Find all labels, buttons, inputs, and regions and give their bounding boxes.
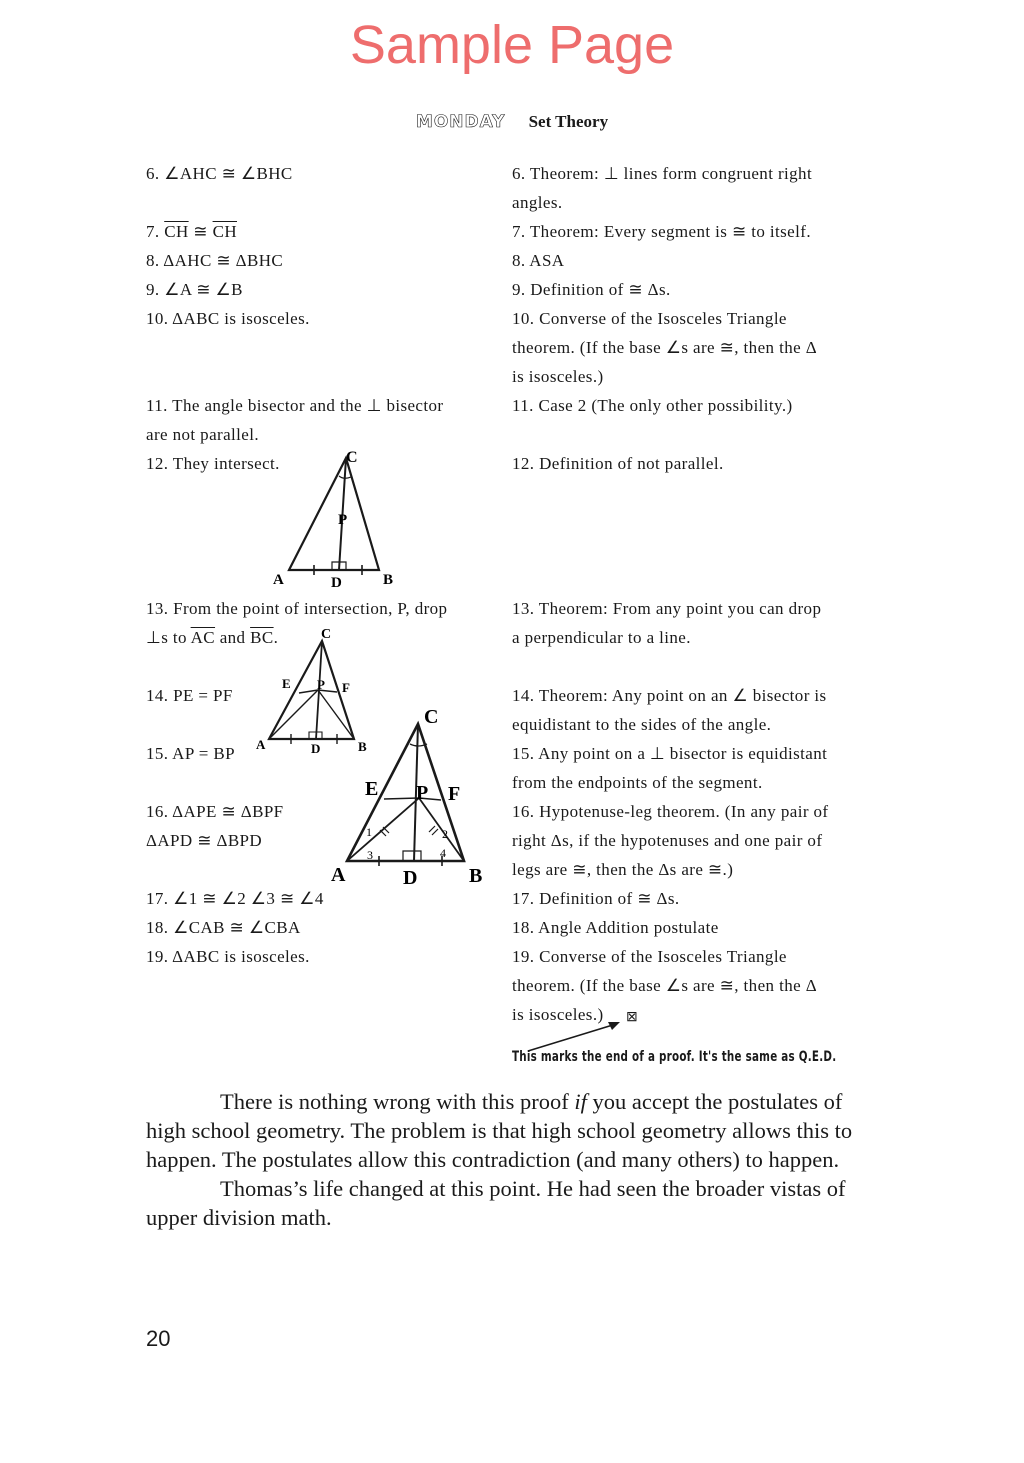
right-reason-10a: 10. Converse of the Isosceles Triangle: [512, 309, 787, 328]
left-step-16a: 16. ΔAPE ≅ ΔBPF: [146, 802, 284, 821]
left-step-11a: 11. The angle bisector and the ⊥ bisector: [146, 396, 444, 415]
right-reason-6b: angles.: [512, 193, 563, 212]
fig2-label-b: B: [358, 739, 367, 754]
fig3-label-p: P: [416, 782, 429, 804]
paragraph-2: Thomas’s life changed at this point. He had seen the broader vistas of upper division math.: [146, 1176, 846, 1230]
right-reason-16a: 16. Hypotenuse-leg theorem. (In any pair of: [512, 802, 829, 821]
left-step-8: 8. ΔAHC ≅ ΔBHC: [146, 251, 284, 270]
left-step-14: 14. PE = PF: [146, 686, 233, 705]
left-step-17: 17. ∠1 ≅ ∠2 ∠3 ≅ ∠4: [146, 889, 324, 908]
left-step-16b: ΔAPD ≅ ΔBPD: [146, 831, 263, 850]
right-reason-15a: 15. Any point on a ⊥ bisector is equidistant: [512, 744, 828, 763]
right-reason-19b: theorem. (If the base ∠s are ≅, then the Δ: [512, 976, 818, 995]
header-day: MONDAY: [415, 112, 506, 132]
body-paragraphs: [146, 1087, 876, 1232]
right-reason-12: 12. Definition of not parallel.: [512, 454, 724, 473]
left-step-10: 10. ΔABC is isosceles.: [146, 309, 310, 328]
right-reason-19c: is isosceles.): [512, 1005, 604, 1024]
fig2-label-d: D: [311, 741, 321, 756]
fig2-label-c: C: [321, 627, 332, 642]
right-reason-10c: is isosceles.): [512, 367, 604, 386]
left-step-11b: are not parallel.: [146, 425, 259, 444]
right-reason-13a: 13. Theorem: From any point you can drop: [512, 599, 822, 618]
right-reason-14a: 14. Theorem: Any point on an ∠ bisector is: [512, 686, 827, 705]
fig3-label-3: 3: [367, 848, 373, 862]
page-number: 20: [146, 1326, 171, 1351]
fig3-label-d: D: [403, 867, 418, 889]
right-reason-15b: from the endpoints of the segment.: [512, 773, 763, 792]
right-reason-13b: a perpendicular to a line.: [512, 628, 691, 647]
right-reason-16b: right Δs, if the hypotenuses and one pair of: [512, 831, 823, 850]
fig1-label-c: C: [346, 449, 358, 466]
left-step-12: 12. They intersect.: [146, 454, 280, 473]
fig1-label-p: P: [338, 512, 348, 528]
fig3-label-1: 1: [366, 825, 372, 839]
left-step-9: 9. ∠A ≅ ∠B: [146, 280, 243, 299]
header-topic: Set Theory: [528, 112, 609, 131]
left-step-13a: 13. From the point of intersection, P, drop: [146, 599, 448, 618]
fig2-label-f: F: [342, 680, 350, 695]
fig3-label-e: E: [365, 778, 379, 800]
right-reason-16c: legs are ≅, then the Δs are ≅.): [512, 860, 734, 879]
right-reason-9: 9. Definition of ≅ Δs.: [512, 280, 671, 299]
fig3-label-c: C: [424, 706, 439, 728]
left-step-19: 19. ΔABC is isosceles.: [146, 947, 310, 966]
fig1-label-b: B: [383, 572, 394, 588]
right-reason-8: 8. ASA: [512, 251, 565, 270]
qed-box-icon: ⊠: [626, 1010, 639, 1025]
fig3-label-2: 2: [442, 827, 448, 841]
fig3-label-b: B: [469, 865, 483, 887]
fig3-label-a: A: [331, 864, 346, 886]
right-reason-19a: 19. Converse of the Isosceles Triangle: [512, 947, 787, 966]
right-reason-14b: equidistant to the sides of the angle.: [512, 715, 772, 734]
fig1-label-d: D: [331, 575, 342, 591]
right-reason-18: 18. Angle Addition postulate: [512, 918, 719, 937]
fig1-label-a: A: [273, 572, 284, 588]
fig3-label-f: F: [448, 783, 461, 805]
left-step-7: 7. $\overline{CH}$ ≅ $\overline{CH}$: [146, 222, 237, 241]
right-reason-10b: theorem. (If the base ∠s are ≅, then the Δ: [512, 338, 818, 357]
left-step-18: 18. ∠CAB ≅ ∠CBA: [146, 918, 301, 937]
triangle-figure-3: [330, 700, 500, 890]
fig2-label-p: P: [317, 677, 325, 692]
triangle-figure-1: [270, 440, 410, 590]
qed-note: This marks the end of a proof. It's the same as Q.E.D.: [512, 1049, 837, 1065]
right-reason-7: 7. Theorem: Every segment is ≅ to itself.: [512, 222, 811, 241]
fig3-label-4: 4: [440, 846, 446, 860]
left-step-15: 15. AP = BP: [146, 744, 235, 763]
watermark: Sample Page: [349, 15, 675, 75]
right-reason-17: 17. Definition of ≅ Δs.: [512, 889, 680, 908]
left-step-13b: ⊥s to $\overline{AC}$ and $\overline{BC}$.: [146, 628, 279, 647]
fig2-label-a: A: [256, 737, 266, 752]
paragraph-1: There is nothing wrong with this proof if you accept the postulates of high school geometry. The problem is that high school geometry allows this to happen. The postulates allow this contradiction (and many others) to happen.: [146, 1089, 853, 1172]
right-reason-11: 11. Case 2 (The only other possibility.): [512, 396, 793, 415]
right-reason-6a: 6. Theorem: ⊥ lines form congruent right: [512, 164, 813, 183]
left-step-6: 6. ∠AHC ≅ ∠BHC: [146, 164, 293, 183]
fig2-label-e: E: [282, 676, 291, 691]
